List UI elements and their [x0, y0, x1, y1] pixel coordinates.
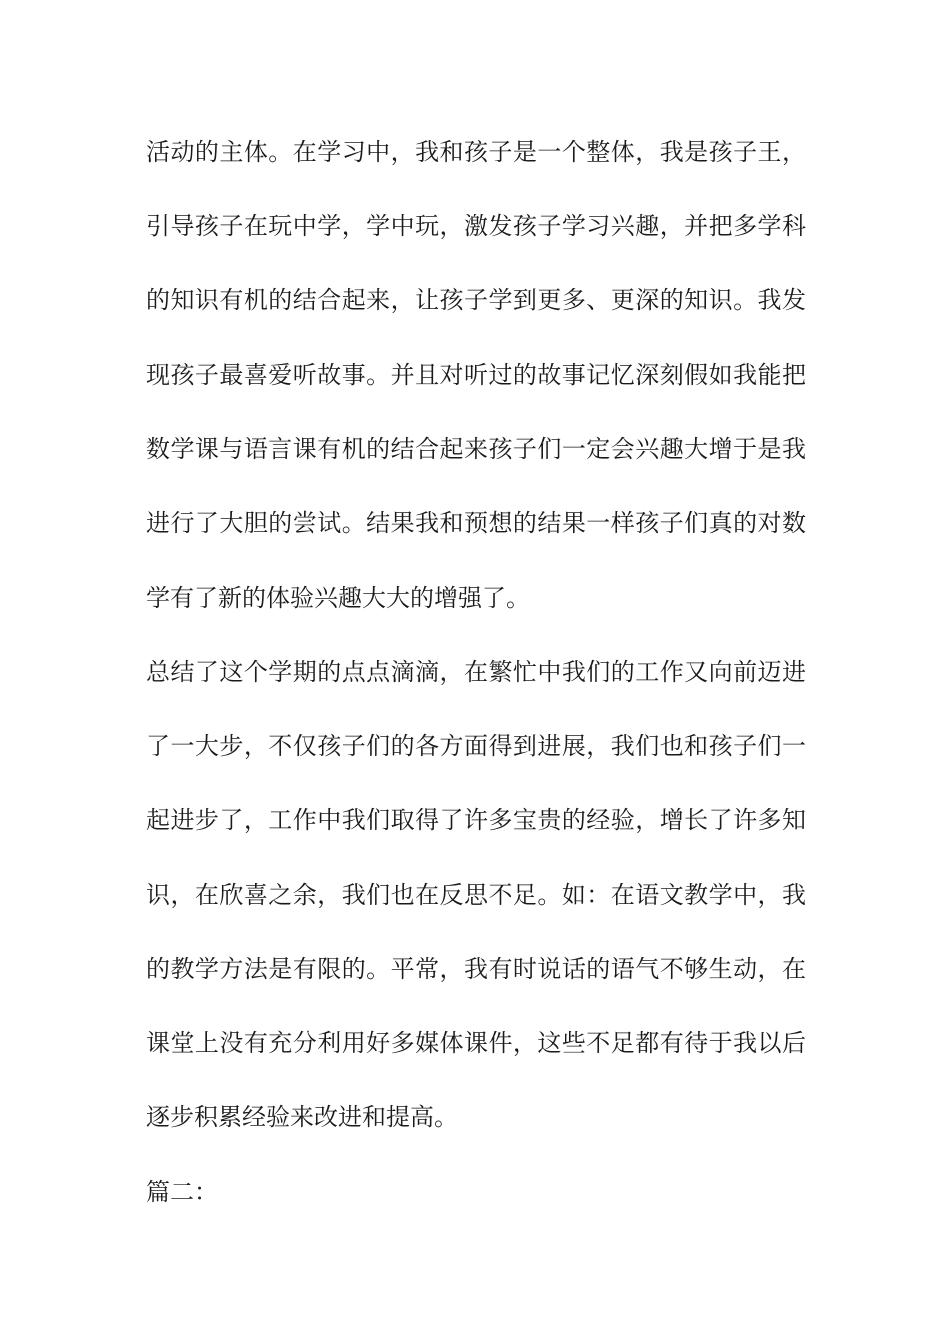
text-line: 的知识有机的结合起来，让孩子学到更多、更深的知识。我发: [146, 286, 806, 314]
text-line: 学有了新的体验兴趣大大的增强了。: [146, 584, 530, 612]
text-line: 识，在欣喜之余，我们也在反思不足。如：在语文教学中，我: [146, 881, 806, 909]
text-line: 总结了这个学期的点点滴滴，在繁忙中我们的工作又向前迈进: [146, 658, 806, 686]
text-line: 现孩子最喜爱听故事。并且对听过的故事记忆深刻假如我能把: [146, 361, 806, 389]
text-line: 课堂上没有充分利用好多媒体课件，这些不足都有待于我以后: [146, 1029, 806, 1057]
text-line: 数学课与语言课有机的结合起来孩子们一定会兴趣大增于是我: [146, 435, 806, 463]
text-line: 进行了大胆的尝试。结果我和预想的结果一样孩子们真的对数: [146, 509, 806, 537]
text-line: 了一大步，不仅孩子们的各方面得到进展，我们也和孩子们一: [146, 732, 806, 760]
text-line: 引导孩子在玩中学，学中玩，激发孩子学习兴趣，并把多学科: [146, 212, 806, 240]
text-line: 的教学方法是有限的。平常，我有时说话的语气不够生动，在: [146, 955, 806, 983]
text-line: 起进步了，工作中我们取得了许多宝贵的经验，增长了许多知: [146, 806, 806, 834]
text-line: 逐步积累经验来改进和提高。: [146, 1103, 458, 1131]
text-line: 活动的主体。在学习中，我和孩子是一个整体，我是孩子王，: [146, 138, 806, 166]
section-heading: 篇二：: [146, 1178, 218, 1206]
